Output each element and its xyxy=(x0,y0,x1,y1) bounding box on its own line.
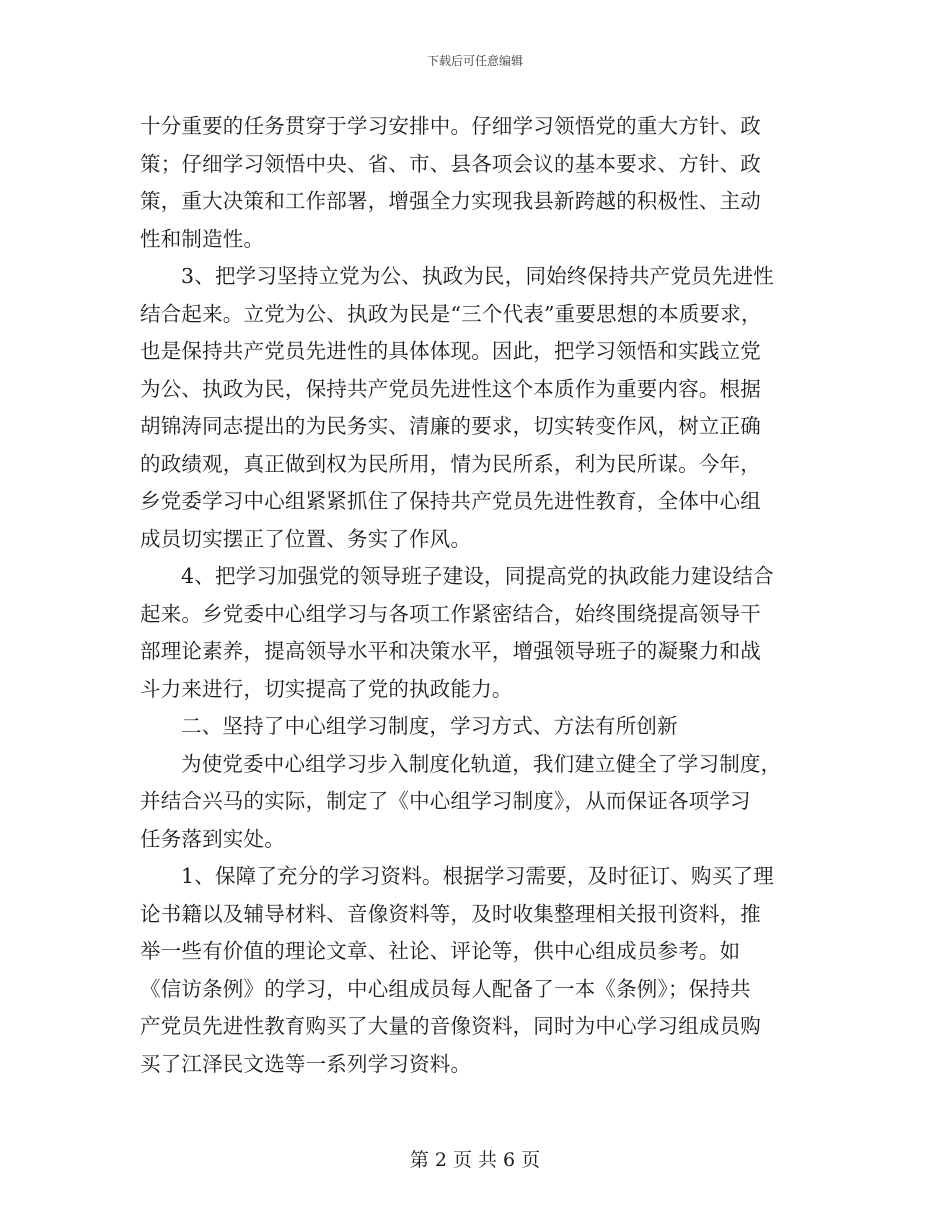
text-line: 举一些有价值的理论文章、社论、评论等，供中心组成员参考。如 xyxy=(140,939,741,963)
text-line: 策，重大决策和工作部署，增强全力实现我县新跨越的积极性、主动 xyxy=(140,189,761,213)
text-line: 论书籍以及辅导材料、音像资料等，及时收集整理相关报刊资料，推 xyxy=(140,901,761,926)
text-line: 胡锦涛同志提出的为民务实、清廉的要求，切实转变作风，树立正确 xyxy=(140,414,761,438)
text-line: 4、把学习加强党的领导班子建设，同提高党的执政能力建设结合 xyxy=(181,564,774,588)
paragraph-item-3 xyxy=(140,258,810,558)
text-line: 结合起来。立党为公、执政为民是“三个代表”重要思想的本质要求， xyxy=(140,301,762,326)
paragraph-item-1 xyxy=(140,858,810,1083)
page-number: 第 2 页 共 6 页 xyxy=(409,1149,541,1171)
text-line: 十分重要的任务贯穿于学习安排中。仔细学习领悟党的重大方针、政 xyxy=(140,114,761,138)
text-line: 为公、执政为民，保持共产党员先进性这个本质作为重要内容。根据 xyxy=(140,376,761,401)
page-header-note: 下载后可任意编辑 xyxy=(426,54,523,68)
paragraph-continuation xyxy=(140,108,810,258)
text-line: 成员切实摆正了位置、务实了作风。 xyxy=(140,526,472,551)
text-line: 产党员先进性教育购买了大量的音像资料，同时为中心学习组成员购 xyxy=(140,1014,761,1038)
text-line: 性和制造性。 xyxy=(140,226,265,251)
text-line: 3、把学习坚持立党为公、执政为民，同始终保持共产党员先进性 xyxy=(181,264,774,288)
text-line: 任务落到实处。 xyxy=(140,826,285,851)
text-line: 为使党委中心组学习步入制度化轨道，我们建立健全了学习制度， xyxy=(181,751,782,776)
text-line: 1、保障了充分的学习资料。根据学习需要，及时征订、购买了理 xyxy=(181,864,774,888)
text-line: 也是保持共产党员先进性的具体体现。因此，把学习领悟和实践立党 xyxy=(140,339,761,363)
text-line: 斗力来进行，切实提高了党的执政能力。 xyxy=(140,676,513,701)
text-line: 的政绩观，真正做到权为民所用，情为民所系，利为民所谋。今年， xyxy=(140,451,761,476)
text-line: 策；仔细学习领悟中央、省、市、县各项会议的基本要求、方针、政 xyxy=(140,151,761,176)
paragraph-intro xyxy=(140,746,810,859)
text-line: 买了江泽民文选等一系列学习资料。 xyxy=(140,1051,472,1076)
paragraph-item-4 xyxy=(140,558,810,708)
text-line: 《信访条例》的学习，中心组成员每人配备了一本《条例》；保持共 xyxy=(140,976,751,1001)
text-line: 并结合兴马的实际，制定了《中心组学习制度》，从而保证各项学习 xyxy=(140,789,751,813)
section-heading xyxy=(140,708,810,746)
document-body xyxy=(140,108,810,1083)
text-line: 乡党委学习中心组紧紧抓住了保持共产党员先进性教育，全体中心组 xyxy=(140,489,761,513)
text-line: 部理论素养，提高领导水平和决策水平，增强领导班子的凝聚力和战 xyxy=(140,639,761,663)
text-line: 起来。乡党委中心组学习与各项工作紧密结合，始终围绕提高领导干 xyxy=(140,601,761,626)
text-line: 二、坚持了中心组学习制度，学习方式、方法有所创新 xyxy=(181,714,678,738)
